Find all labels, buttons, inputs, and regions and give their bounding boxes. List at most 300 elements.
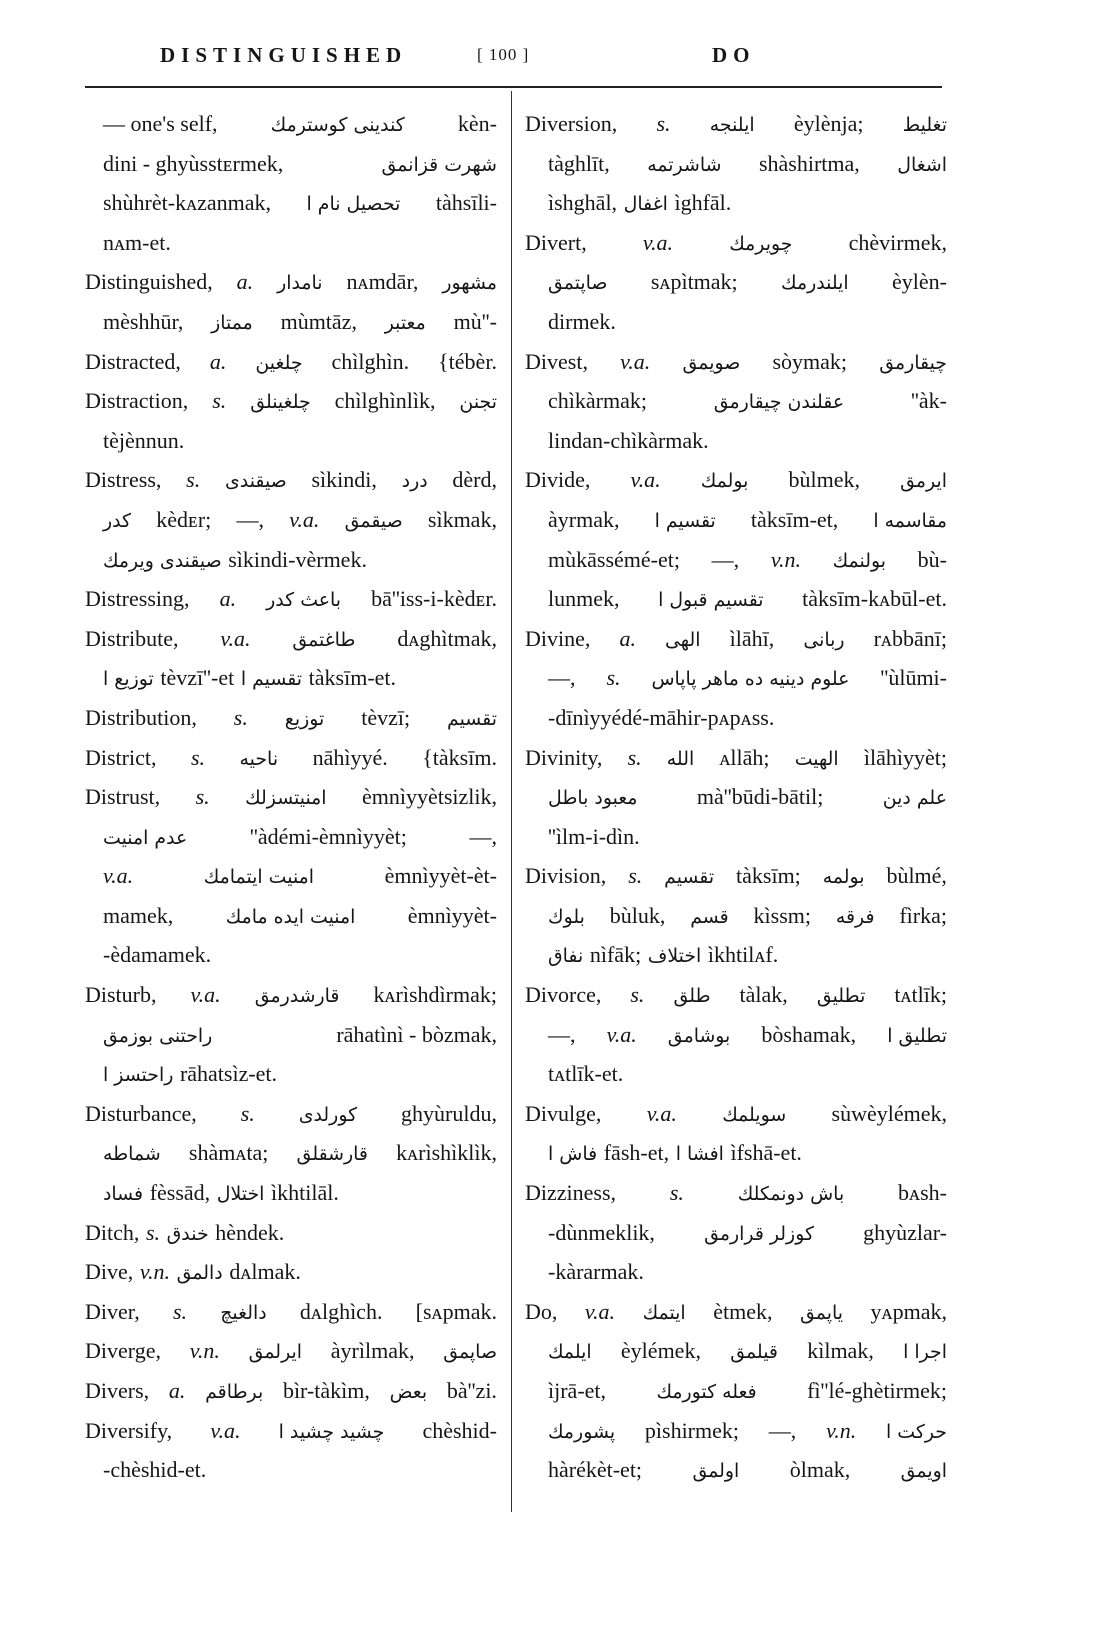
dictionary-line <box>525 935 947 975</box>
ottoman-text: طلق <box>673 985 711 1008</box>
transliteration: nᴀmdār, <box>346 269 419 295</box>
ottoman-text: قسم <box>690 905 729 928</box>
ottoman-text: بولنمك <box>832 549 886 572</box>
transliteration: èylèn- <box>892 269 947 295</box>
transliteration: fāsh-et, <box>603 1140 670 1166</box>
transliteration: dirmek. <box>548 308 616 334</box>
transliteration: {tébèr. <box>438 348 497 374</box>
part-of-speech: s. <box>195 784 210 810</box>
transliteration: -èdamamek. <box>103 942 212 968</box>
transliteration: bā''iss-i-kèdᴇr. <box>371 586 497 612</box>
headword: Disturbance, <box>85 1100 197 1126</box>
transliteration: àyrmak, <box>548 506 620 532</box>
dictionary-line <box>525 104 947 144</box>
dictionary-line <box>525 381 947 421</box>
ottoman-text: راحتنی بوزمق <box>103 1024 213 1047</box>
transliteration: dᴀghìtmak, <box>397 625 497 651</box>
ottoman-text: اجرا ا <box>903 1341 947 1364</box>
dictionary-line <box>85 1450 497 1490</box>
transliteration: mèshhūr, <box>103 308 184 334</box>
transliteration: ''àk- <box>910 388 947 414</box>
transliteration: ìjrā-et, <box>548 1378 607 1403</box>
transliteration: bòshamak, <box>761 1021 857 1047</box>
dictionary-line <box>525 342 947 382</box>
headword: Dive, <box>85 1259 134 1285</box>
dictionary-line <box>85 896 497 936</box>
transliteration: chèshid- <box>422 1417 497 1443</box>
transliteration: kᴀrìshìklìk, <box>396 1140 497 1166</box>
dictionary-line <box>525 579 947 619</box>
ottoman-text: افشا ا <box>675 1143 724 1166</box>
ottoman-text: تقسیم ا <box>654 509 716 532</box>
dictionary-line <box>85 1173 497 1213</box>
transliteration: yᴀpmak, <box>870 1298 947 1324</box>
headword: Divide, <box>525 467 591 493</box>
dictionary-line <box>525 1094 947 1134</box>
ottoman-text: چلغینلق <box>250 391 311 414</box>
ottoman-text: اویمق <box>900 1460 947 1483</box>
dictionary-line <box>525 817 947 857</box>
part-of-speech: v.a. <box>642 229 674 255</box>
transliteration: sòymak; <box>772 348 848 374</box>
headword: Distraction, <box>85 388 189 414</box>
dictionary-line <box>525 1411 947 1451</box>
ottoman-text: بولمه <box>822 866 865 889</box>
dictionary-line <box>525 1173 947 1213</box>
headword: Diver, <box>85 1298 140 1324</box>
headword: Divinity, <box>525 744 603 770</box>
dictionary-line <box>85 540 497 580</box>
transliteration: chèvirmek, <box>848 229 947 255</box>
ottoman-text: كدر <box>103 509 132 532</box>
ottoman-text: دالغیچ <box>220 1301 267 1324</box>
transliteration: rᴀbbānī; <box>873 625 947 651</box>
dictionary-line <box>85 817 497 857</box>
headword: Dizziness, <box>525 1180 617 1206</box>
transliteration: shàshirtma, <box>758 150 860 176</box>
transliteration: dèrd, <box>452 467 497 493</box>
transliteration: rāhatsìz-et. <box>179 1061 278 1087</box>
dictionary-line <box>525 223 947 263</box>
transliteration: èylènja; <box>793 111 864 136</box>
transliteration: sìkmak, <box>427 506 497 532</box>
part-of-speech: s. <box>145 1219 161 1245</box>
dictionary-line <box>525 1015 947 1055</box>
dictionary-line <box>85 1331 497 1371</box>
transliteration: ìlāhī, <box>729 625 775 651</box>
ottoman-text: ممتاز <box>211 311 253 334</box>
part-of-speech: v.a. <box>190 982 221 1008</box>
transliteration: [sᴀpmak. <box>415 1298 497 1324</box>
transliteration: —, <box>548 1021 576 1047</box>
dictionary-line <box>85 975 497 1015</box>
ottoman-text: ناحیه <box>239 747 279 770</box>
headword: Divorce, <box>525 982 602 1008</box>
ottoman-text: فرقه <box>835 905 875 928</box>
ottoman-text: اغفال <box>623 193 668 216</box>
dictionary-line <box>525 1054 947 1094</box>
ottoman-text: قارشقلق <box>296 1143 368 1166</box>
part-of-speech: v.a. <box>630 467 661 493</box>
ottoman-text: ایرمق <box>900 470 947 493</box>
transliteration: —, <box>236 506 265 532</box>
dictionary-line <box>85 579 497 619</box>
transliteration: mù''- <box>453 308 497 334</box>
headword: Diverge, <box>85 1338 161 1364</box>
dictionary-line <box>525 144 947 184</box>
part-of-speech: a. <box>619 625 636 651</box>
dictionary-line <box>85 144 497 184</box>
transliteration: ìfshā-et. <box>730 1140 802 1166</box>
headword: Divert, <box>525 229 587 255</box>
ottoman-text: نفاق <box>548 945 584 968</box>
transliteration: chìkàrmak; <box>548 388 647 414</box>
ottoman-text: اولمق <box>692 1460 740 1483</box>
dictionary-line <box>85 262 497 302</box>
dictionary-line <box>525 183 947 223</box>
ottoman-text: اختلال <box>216 1183 265 1206</box>
part-of-speech: s. <box>190 744 206 770</box>
ottoman-text: باعث كدر <box>266 589 342 612</box>
left-column <box>85 104 497 1490</box>
transliteration: ìkhtilᴀf. <box>707 942 779 968</box>
ottoman-text: نامدار <box>277 272 323 295</box>
dictionary-line <box>85 1292 497 1332</box>
headword: Do, <box>525 1298 558 1324</box>
transliteration: ètmek, <box>713 1298 773 1324</box>
transliteration: hàrékèt-et; <box>548 1457 643 1483</box>
dictionary-line <box>525 1331 947 1371</box>
ottoman-text: ایلنجه <box>709 114 755 136</box>
ottoman-text: راحتسز ا <box>103 1064 174 1087</box>
transliteration: tàksīm; <box>736 863 801 889</box>
ottoman-text: یاپمق <box>800 1301 843 1324</box>
ottoman-text: عدم امنیت <box>103 826 188 849</box>
ottoman-text: عقلندن چیقارمق <box>713 391 845 414</box>
transliteration: nᴀm-et. <box>103 229 171 255</box>
transliteration: èmnìyyètsizlik, <box>361 784 497 810</box>
part-of-speech: a. <box>236 269 254 295</box>
transliteration: kìlmak, <box>807 1338 874 1364</box>
part-of-speech: v.a. <box>210 1417 241 1443</box>
transliteration: ''ùlūmi- <box>880 665 947 691</box>
transliteration: —, <box>469 823 497 849</box>
dictionary-line <box>85 1015 497 1055</box>
part-of-speech: s. <box>233 704 248 730</box>
transliteration: tàghlīt, <box>548 150 610 176</box>
dictionary-line <box>525 856 947 896</box>
transliteration: tàksīm-et, <box>750 506 839 532</box>
transliteration: — one's self, <box>103 111 218 136</box>
ottoman-text: اشغال <box>897 153 947 176</box>
part-of-speech: s. <box>186 467 201 493</box>
ottoman-text: تقسیم <box>664 866 715 889</box>
ottoman-text: خندق <box>166 1222 209 1245</box>
dictionary-line <box>85 500 497 540</box>
dictionary-line <box>525 302 947 342</box>
transliteration: hèndek. <box>215 1219 285 1245</box>
transliteration: bᴀsh- <box>898 1180 947 1206</box>
part-of-speech: v.a. <box>103 863 134 889</box>
headword: Division, <box>525 863 607 889</box>
transliteration: -dīnìyyédé-māhir-pᴀpᴀss. <box>548 704 775 730</box>
dictionary-line <box>85 1252 497 1292</box>
transliteration: tàksīm-kᴀbūl-et. <box>802 586 947 612</box>
ottoman-text: تغلیط <box>902 114 947 136</box>
ottoman-text: فساد <box>103 1183 144 1206</box>
transliteration: fìrka; <box>899 902 947 928</box>
ottoman-text: صاپتمق <box>548 272 608 295</box>
ottoman-text: پشورمك <box>548 1420 616 1443</box>
ottoman-text: شهرت قزانمق <box>381 153 497 176</box>
ottoman-text: درد <box>401 470 428 493</box>
transliteration: mùkāssémé-et; <box>548 546 680 572</box>
dictionary-line <box>525 619 947 659</box>
headword: Divest, <box>525 348 588 374</box>
ottoman-text: تجنن <box>459 391 497 414</box>
ottoman-text: چویرمك <box>729 232 793 255</box>
dictionary-line <box>85 381 497 421</box>
ottoman-text: فاش ا <box>548 1143 598 1166</box>
headword: Diversion, <box>525 111 618 136</box>
headword: District, <box>85 744 157 770</box>
dictionary-line <box>525 1450 947 1490</box>
headword: Divulge, <box>525 1100 602 1126</box>
transliteration: sùwèylémek, <box>831 1100 947 1126</box>
transliteration: bù- <box>917 546 947 572</box>
part-of-speech: s. <box>172 1298 187 1324</box>
ottoman-text: تقسیم قبول ا <box>658 589 764 612</box>
transliteration: ''ìlm-i-dìn. <box>548 823 640 849</box>
transliteration: kᴀrìshdìrmak; <box>373 982 497 1008</box>
part-of-speech: s. <box>627 744 642 770</box>
ottoman-text: بوشامق <box>667 1024 731 1047</box>
transliteration: sᴀpìtmak; <box>650 269 738 295</box>
ottoman-text: ربانی <box>803 628 845 651</box>
ottoman-text: امنیتسزلك <box>245 787 327 810</box>
transliteration: lunmek, <box>548 586 620 612</box>
dictionary-line <box>525 1371 947 1411</box>
transliteration: bùlmé, <box>886 863 947 889</box>
transliteration: -dùnmeklik, <box>548 1219 655 1245</box>
transliteration: bà''zi. <box>446 1378 497 1403</box>
ottoman-text: معبود باطل <box>548 787 638 810</box>
transliteration: mùmtāz, <box>280 308 357 334</box>
transliteration: sìkindi, <box>311 467 377 493</box>
ottoman-text: بلوك <box>548 905 585 928</box>
dictionary-line <box>85 1371 497 1411</box>
transliteration: shùhrèt-kᴀzanmak, <box>103 190 272 216</box>
dictionary-line <box>85 342 497 382</box>
headword: Distrust, <box>85 784 161 810</box>
transliteration: bìr-tàkìm, <box>282 1378 370 1403</box>
dictionary-line <box>85 223 497 263</box>
ottoman-text: صیقمق <box>344 509 403 532</box>
ottoman-text: كوزلر قرارمق <box>704 1222 814 1245</box>
part-of-speech: v.n. <box>139 1259 170 1285</box>
ottoman-text: شاشرتمه <box>647 153 722 176</box>
page-number: [ 100 ] <box>477 45 530 64</box>
transliteration: tàlak, <box>739 982 788 1008</box>
transliteration: tàhsīli- <box>435 190 497 216</box>
ottoman-text: قارشدرمق <box>254 985 340 1008</box>
transliteration: nìfāk; <box>589 942 642 968</box>
part-of-speech: s. <box>669 1180 684 1206</box>
header-rule <box>85 86 942 88</box>
part-of-speech: s. <box>240 1100 255 1126</box>
ottoman-text: تطلیق <box>816 985 866 1008</box>
part-of-speech: v.a. <box>220 625 251 651</box>
part-of-speech: v.n. <box>826 1417 857 1443</box>
ottoman-text: دالمق <box>176 1262 223 1285</box>
dictionary-line <box>525 500 947 540</box>
ottoman-text: تقسیم ا <box>240 668 303 691</box>
dictionary-line <box>525 262 947 302</box>
column-divider <box>511 91 512 1512</box>
headword: Distribute, <box>85 625 179 651</box>
transliteration: bùluk, <box>609 902 666 928</box>
transliteration: lindan-chìkàrmak. <box>548 427 709 453</box>
dictionary-line <box>525 658 947 698</box>
dictionary-line <box>85 302 497 342</box>
ottoman-text: حركت ا <box>886 1420 947 1443</box>
ottoman-text: توزیع <box>284 707 325 730</box>
dictionary-line <box>525 1252 947 1292</box>
part-of-speech: a. <box>209 348 227 374</box>
ottoman-text: صیقندی <box>224 470 287 493</box>
dictionary-line <box>525 421 947 461</box>
ottoman-text: طاغتمق <box>292 628 356 651</box>
dictionary-line <box>85 935 497 975</box>
running-head-left: DISTINGUISHED <box>160 43 408 67</box>
ottoman-text: باش دونمكلك <box>737 1183 845 1206</box>
dictionary-line <box>525 698 947 738</box>
ottoman-text: فعله كتورمك <box>656 1381 757 1403</box>
transliteration: dᴀlmak. <box>229 1259 301 1285</box>
ottoman-text: صویمق <box>682 351 741 374</box>
dictionary-line <box>85 460 497 500</box>
dictionary-line <box>525 975 947 1015</box>
dictionary-line <box>85 1133 497 1173</box>
headword: Disturb, <box>85 982 157 1008</box>
ottoman-text: بولمك <box>700 470 749 493</box>
right-column <box>525 104 947 1490</box>
transliteration: nāhìyyé. <box>312 744 388 770</box>
transliteration: tèvzī''-et <box>160 665 235 691</box>
dictionary-line <box>85 421 497 461</box>
ottoman-text: علم دین <box>882 787 947 810</box>
headword: Diversify, <box>85 1417 173 1443</box>
ottoman-text: مشهور <box>442 272 497 295</box>
dictionary-line <box>85 1213 497 1253</box>
ottoman-text: برطاقم <box>205 1381 264 1403</box>
ottoman-text: چشید چشید ا <box>278 1420 385 1443</box>
ottoman-text: صیقندی ویرمك <box>103 549 222 572</box>
dictionary-line <box>85 104 497 144</box>
dictionary-line <box>85 856 497 896</box>
transliteration: òlmak, <box>789 1457 851 1483</box>
ottoman-text: چلغین <box>255 351 303 374</box>
dictionary-line <box>525 1213 947 1253</box>
transliteration: tàksīm-et. <box>308 665 397 691</box>
transliteration: ìlāhìyyèt; <box>863 744 947 770</box>
ottoman-text: كورلدی <box>298 1103 358 1126</box>
dictionary-line <box>85 619 497 659</box>
dictionary-line <box>85 183 497 223</box>
transliteration: mamek, <box>103 902 174 928</box>
dictionary-line <box>85 738 497 778</box>
part-of-speech: v.n. <box>770 546 801 572</box>
transliteration: tᴀtlīk-et. <box>548 1061 624 1087</box>
transliteration: ''àdémi-èmnìyyèt; <box>249 823 407 849</box>
ottoman-text: امنیت ایده مامك <box>225 905 356 928</box>
transliteration: ìkhtilāl. <box>271 1180 339 1206</box>
ottoman-text: بعض <box>389 1381 428 1403</box>
transliteration: mà''būdi-bātil; <box>696 784 824 810</box>
transliteration: ìghfāl. <box>674 190 732 216</box>
ottoman-text: تقسیم <box>447 707 497 730</box>
ottoman-text: ایلمك <box>548 1341 592 1364</box>
transliteration: bùlmek, <box>788 467 861 493</box>
ottoman-text: ایرلمق <box>248 1341 303 1364</box>
headword: Ditch, <box>85 1219 140 1245</box>
headword: Distressing, <box>85 586 190 612</box>
transliteration: pìshirmek; <box>644 1417 739 1443</box>
ottoman-text: تحصیل نام ا <box>306 193 401 216</box>
transliteration: tᴀtlīk; <box>894 982 947 1008</box>
part-of-speech: s. <box>606 665 621 691</box>
ottoman-text: امنیت ایتمامك <box>203 866 315 889</box>
part-of-speech: v.n. <box>189 1338 220 1364</box>
part-of-speech: a. <box>168 1378 186 1403</box>
transliteration: shàmᴀta; <box>188 1140 269 1166</box>
headword: Divine, <box>525 625 591 651</box>
ottoman-text: صاپمق <box>443 1341 497 1364</box>
part-of-speech: s. <box>628 863 643 889</box>
transliteration: ghyùruldu, <box>401 1100 497 1126</box>
transliteration: fì''lé-ghètirmek; <box>807 1378 947 1403</box>
transliteration: chìlghìnlìk, <box>334 388 436 414</box>
transliteration: ᴀllāh; <box>719 744 770 770</box>
transliteration: ìshghāl, <box>548 190 618 216</box>
ottoman-text: الهی <box>665 628 701 651</box>
transliteration: kèdᴇr; <box>156 506 212 532</box>
ottoman-text: سویلمك <box>722 1103 787 1126</box>
dictionary-line <box>525 738 947 778</box>
ottoman-text: اختلاف <box>647 945 702 968</box>
transliteration: kèn- <box>457 111 497 136</box>
dictionary-line <box>525 540 947 580</box>
transliteration: ghyùzlar- <box>863 1219 947 1245</box>
part-of-speech: s. <box>630 982 645 1008</box>
part-of-speech: s. <box>656 111 671 136</box>
ottoman-text: معتبر <box>384 311 426 334</box>
dictionary-line <box>85 1054 497 1094</box>
part-of-speech: v.a. <box>289 506 320 532</box>
transliteration: tèvzī; <box>361 704 411 730</box>
transliteration: dᴀlghìch. <box>299 1298 383 1324</box>
transliteration: —, <box>711 546 740 572</box>
transliteration: èmnìyyèt-èt- <box>384 863 497 889</box>
headword: Distribution, <box>85 704 197 730</box>
transliteration: dini - ghyùsstᴇrmek, <box>103 150 284 176</box>
part-of-speech: v.a. <box>620 348 651 374</box>
dictionary-line <box>85 1094 497 1134</box>
dictionary-line <box>525 896 947 936</box>
ottoman-text: الهیت <box>794 747 839 770</box>
dictionary-line <box>85 658 497 698</box>
part-of-speech: v.a. <box>646 1100 677 1126</box>
